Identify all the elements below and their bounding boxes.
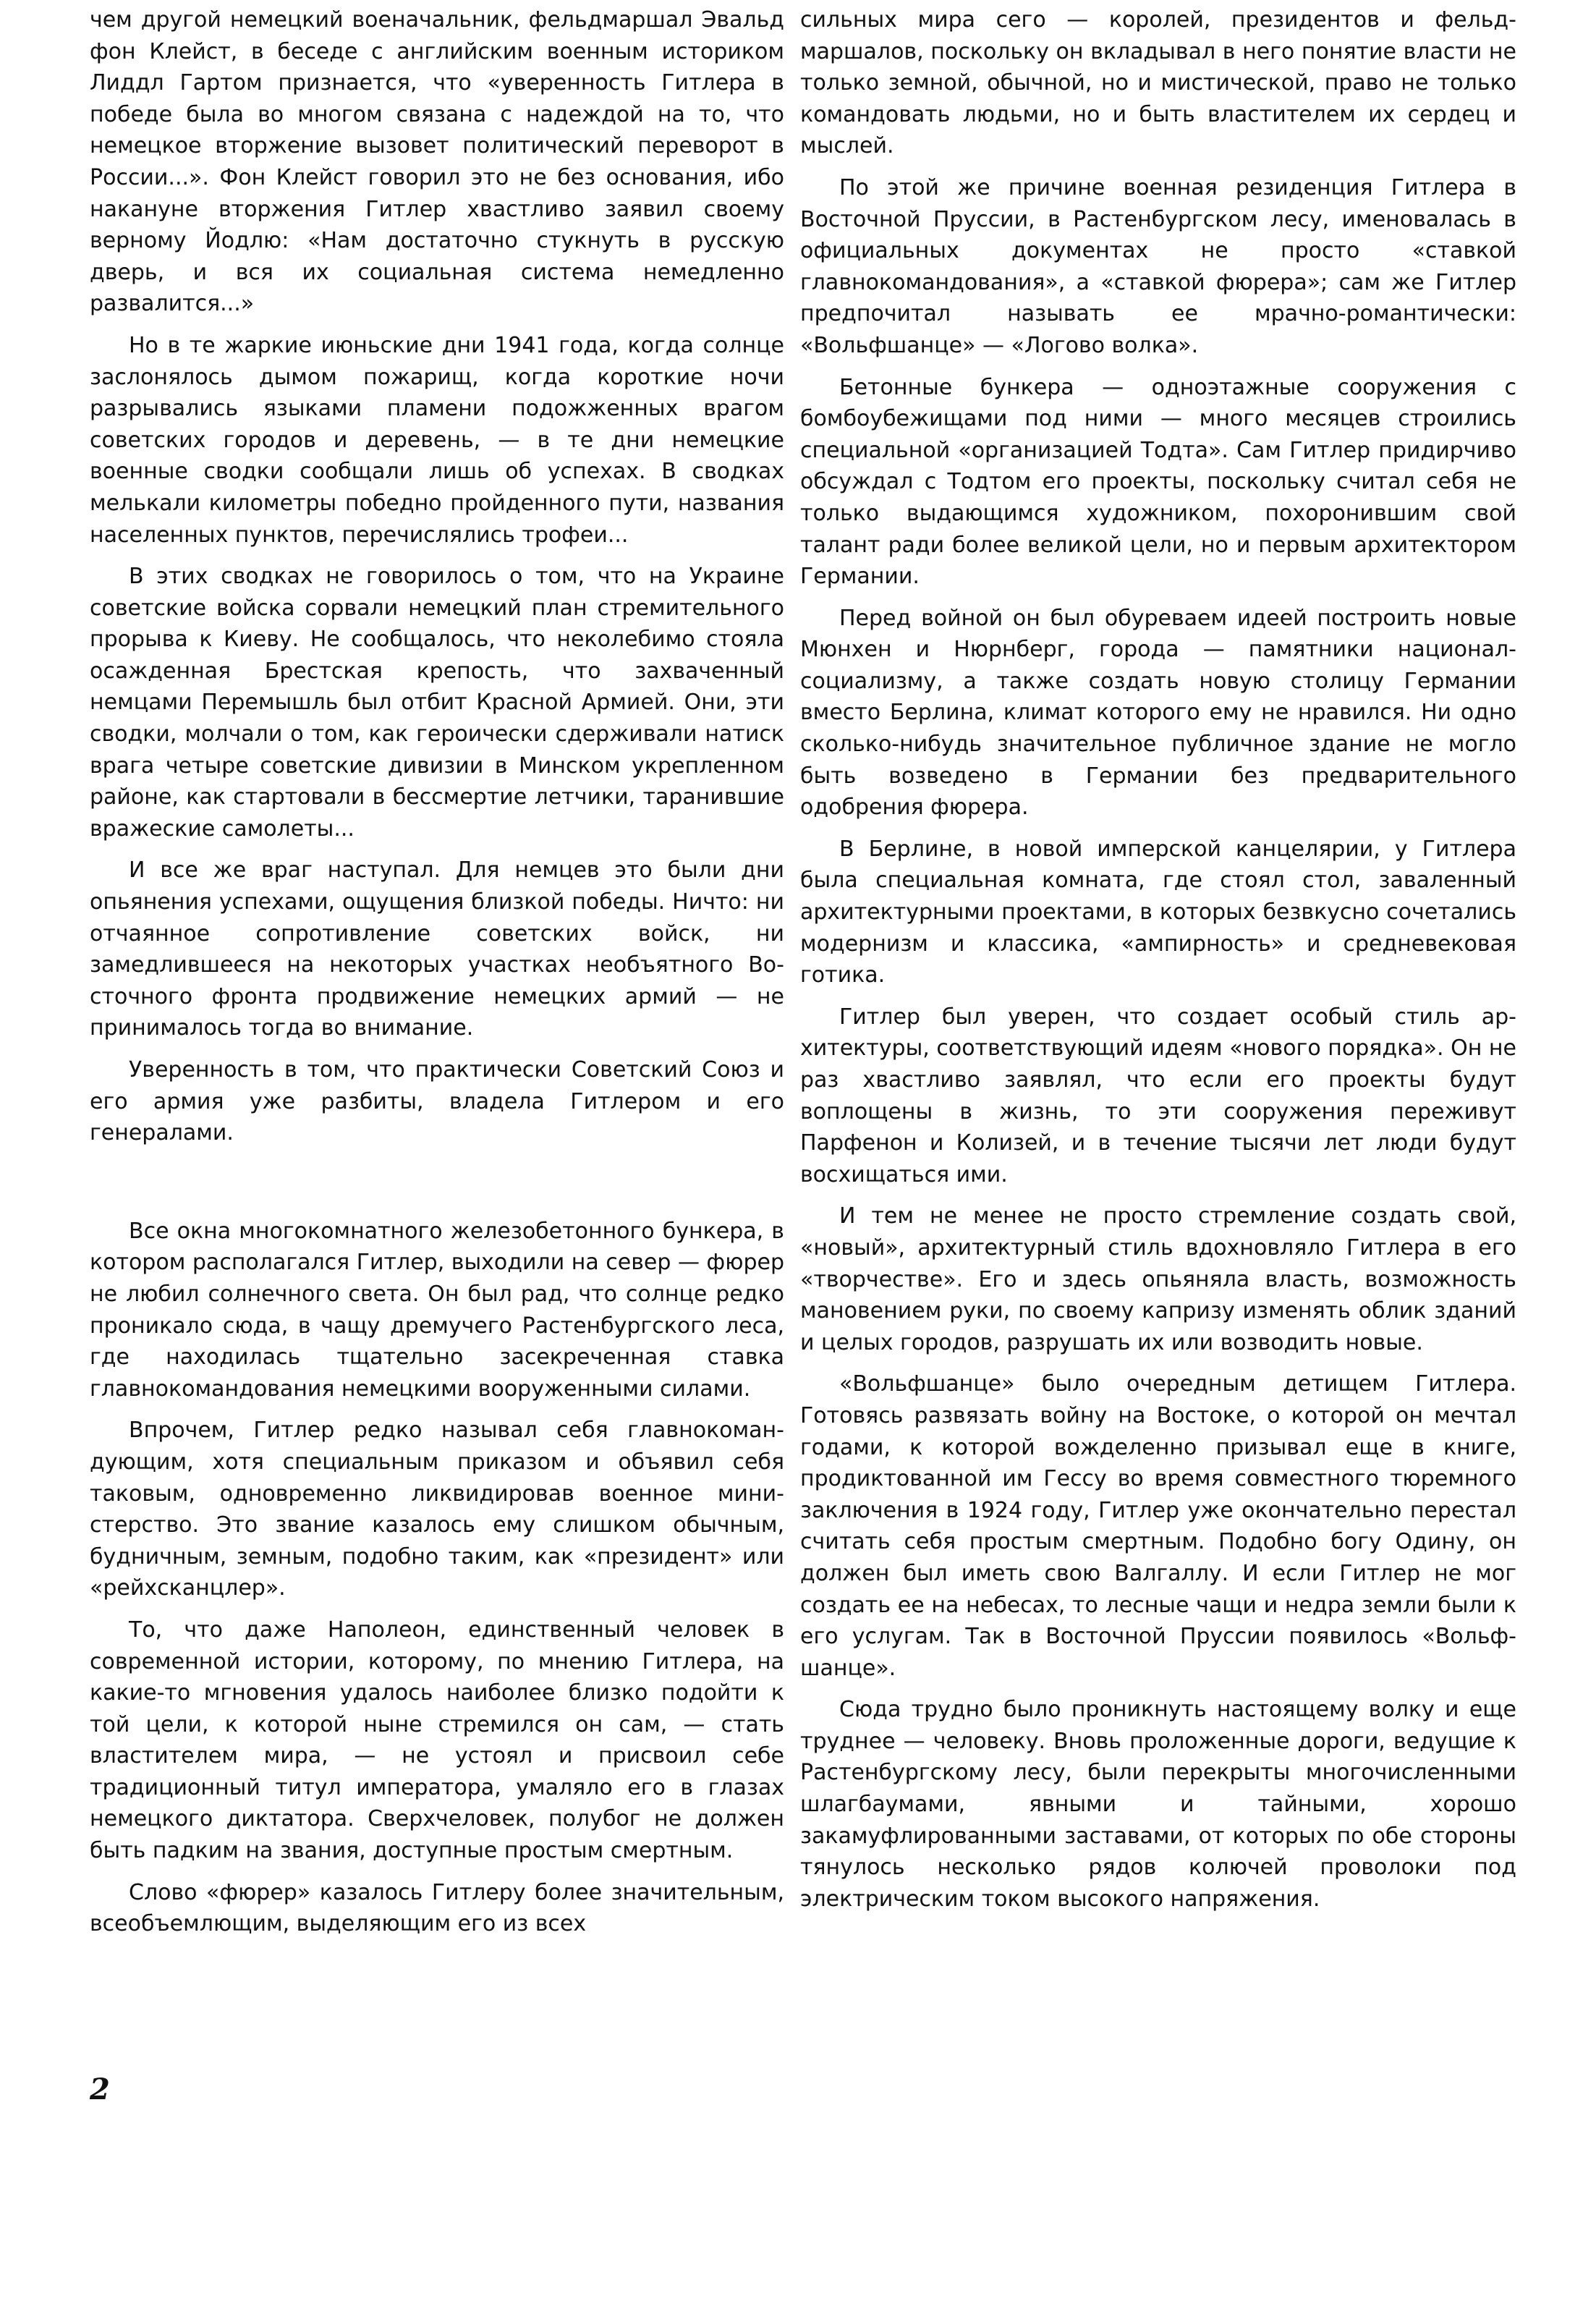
right-column [800, 4, 1516, 1925]
paragraph: Сюда трудно было проникнуть настоящему волку и еще труднее — человеку. Вновь проложенные дороги, ведущие к Растенбургскому лесу, были перекрыты многочисленными шлагбаумами, явными и тайными, хорошо закамуфлированными заставами, от которых по обе стороны тянулось несколько рядов колючей проволоки под электрическим током высокого напряжения. [800, 1697, 1516, 1912]
paragraph: Гитлер был уверен, что создает особый стиль архитектуры, соответствующий идеям «нового порядка». Он не раз хвастливо заявлял, что если его проекты будут воплощены в жизнь, то эти сооружения переживут Парфенон и Колизей, и в течение тысячи лет люди будут восхищаться ими. [800, 1004, 1516, 1187]
paragraph: То, что даже Наполеон, единственный человек в современной истории, которому, по мнению Гитлера, на какие-то мгновения удалось наиболее близко подойти к той цели, к которой ныне стремился он сам, — стать властителем мира, — не устоял и присвоил себе традиционный титул императора, умаляло его в глазах немецкого диктатора. Сверхчеловек, полубог не должен быть падким на звания, доступные простым смертным. [90, 1617, 784, 1864]
paragraph: В Берлине, в новой имперской канцелярии, у Гитлера была специальная комната, где стоял стол, заваленный архитектурными проектами, в которых безвкусно сочетались модернизм и классика, «ампирность» и средневековая готика. [800, 836, 1516, 988]
paragraph: Слово «фюрер» казалось Гитлеру более значительным, всеобъемлющим, выделяющим его из всех [90, 1879, 784, 1937]
paragraph: Все окна многокомнатного железобетонного бункера, в котором располагался Гитлер, выходили на север — фюрер не любил солнечного света. Он был рад, что солнце редко проникало сюда, в чащу дремучего Растенбургского леса, где находилась тщательно засекреченная ставка главнокомандования немецкими вооруженными силами. [90, 1218, 784, 1402]
paragraph: По этой же причине военная резиденция Гитлера в Восточной Пруссии, в Растенбургском лесу, именовалась в официальных документах не просто «ставкой главнокомандования», а «ставкой фюрера»; сам же Гитлер предпочитал называть ее мрачно-романтически: «Вольфшанце» — «Логово волка». [800, 174, 1516, 358]
paragraph: Но в те жаркие июньские дни 1941 года, когда солнце заслонялось дымом пожарищ, когда короткие ночи разрывались языками пламени подожженных врагом советских городов и деревень, — в те дни немецкие военные сводки сообщали лишь об успехах. В сводках мелькали километры победно пройденного пути, названия населенных пунктов, перечислялись трофеи... [90, 332, 784, 548]
paragraph: Бетонные бункера — одноэтажные сооружения с бомбоубежищами под ними — много месяцев строились специальной «организацией Тодта». Сам Гитлер придирчиво обсуждал с Тодтом его проекты, поскольку считал себя не только выдающимся художником, похоронившим свой талант ради более великой цели, но и первым архитектором Германии. [800, 374, 1516, 590]
page-number: 2 [90, 2072, 110, 2106]
paragraph: И тем не менее не просто стремление создать свой, «новый», архитектурный стиль вдохновляло Гитлера в его «творчестве». Его и здесь опьяняла власть, возможность мановением руки, по своему капризу изменять облик зданий и целых городов, разрушать их или возводить новые. [800, 1203, 1516, 1355]
paragraph: В этих сводках не говорилось о том, что на Украине советские войска сорвали немецкий план стремительного прорыва к Киеву. Не сообщалось, что неколебимо стояла осажденная Брестская крепость, что захваченный немцами Перемышль был отбит Красной Армией. Они, эти сводки, молчали о том, как героически сдерживали натиск врага четыре советские дивизии в Минском укрепленном районе, как стартовали в бессмертие летчики, таранившие вражеские самолеты... [90, 564, 784, 842]
left-column [90, 4, 784, 1950]
paragraph: Впрочем, Гитлер редко называл себя главнокомандующим, хотя специальным приказом и объявил себя таковым, одновременно ликвидировав военное министерство. Это звание казалось ему слишком обычным, будничным, земным, подобно таким, как «президент» или «рейхсканцлер». [90, 1418, 784, 1601]
paragraph: чем другой немецкий военачальник, фельдмаршал Эвальд фон Клейст, в беседе с английским военным историком Лиддл Гартом признается, что «уверенность Гитлера в победе была во многом связана с надеждой на то, что немецкое вторжение вызовет политический переворот в России...». Фон Клейст говорил это не без основания, ибо накануне вторжения Гитлер хвастливо заявил своему верному Йодлю: «Нам достаточно стукнуть в русскую дверь, и вся их социальная система немедленно развалится...» [90, 7, 784, 317]
paragraph: Перед войной он был обуреваем идеей построить новые Мюнхен и Нюрнберг, города — памятники национал-социализму, а также создать новую столицу Германии вместо Берлина, климат которого ему не нравился. Ни одно сколько-нибудь значительное публичное здание не могло быть возведено в Германии без предварительного одобрения фюрера. [800, 605, 1516, 821]
paragraph: Уверенность в том, что практически Советский Союз и его армия уже разбиты, владела Гитлером и его генералами. [90, 1057, 784, 1146]
paragraph: «Вольфшанце» было очередным детищем Гитлера. Готовясь развязать войну на Востоке, о которой он мечтал годами, к которой вожделенно призывал еще в книге, продиктованной им Гессу во время совместного тюремного заключения в 1924 году, Гитлер уже окончательно перестал считать себя простым смертным. Подобно богу Одину, он должен был иметь свою Валгаллу. И если Гитлер не мог создать ее на небесах, то лесные чащи и недра земли были к его услугам. Так в Восточной Пруссии появилось «Вольфшанце». [800, 1371, 1516, 1681]
paragraph: сильных мира сего — королей, президентов и фельдмаршалов, поскольку он вкладывал в него понятие власти не только земной, обычной, но и мистической, право не только командовать людьми, но и быть властителем их сердец и мыслей. [800, 7, 1516, 159]
paragraph: И все же враг наступал. Для немцев это были дни опьянения успехами, ощущения близкой победы. Ничто: ни отчаянное сопротивление советских войск, ни замедлившееся на некоторых участках необъятного Восточного фронта продвижение немецких армий — не принималось тогда во внимание. [90, 857, 784, 1041]
